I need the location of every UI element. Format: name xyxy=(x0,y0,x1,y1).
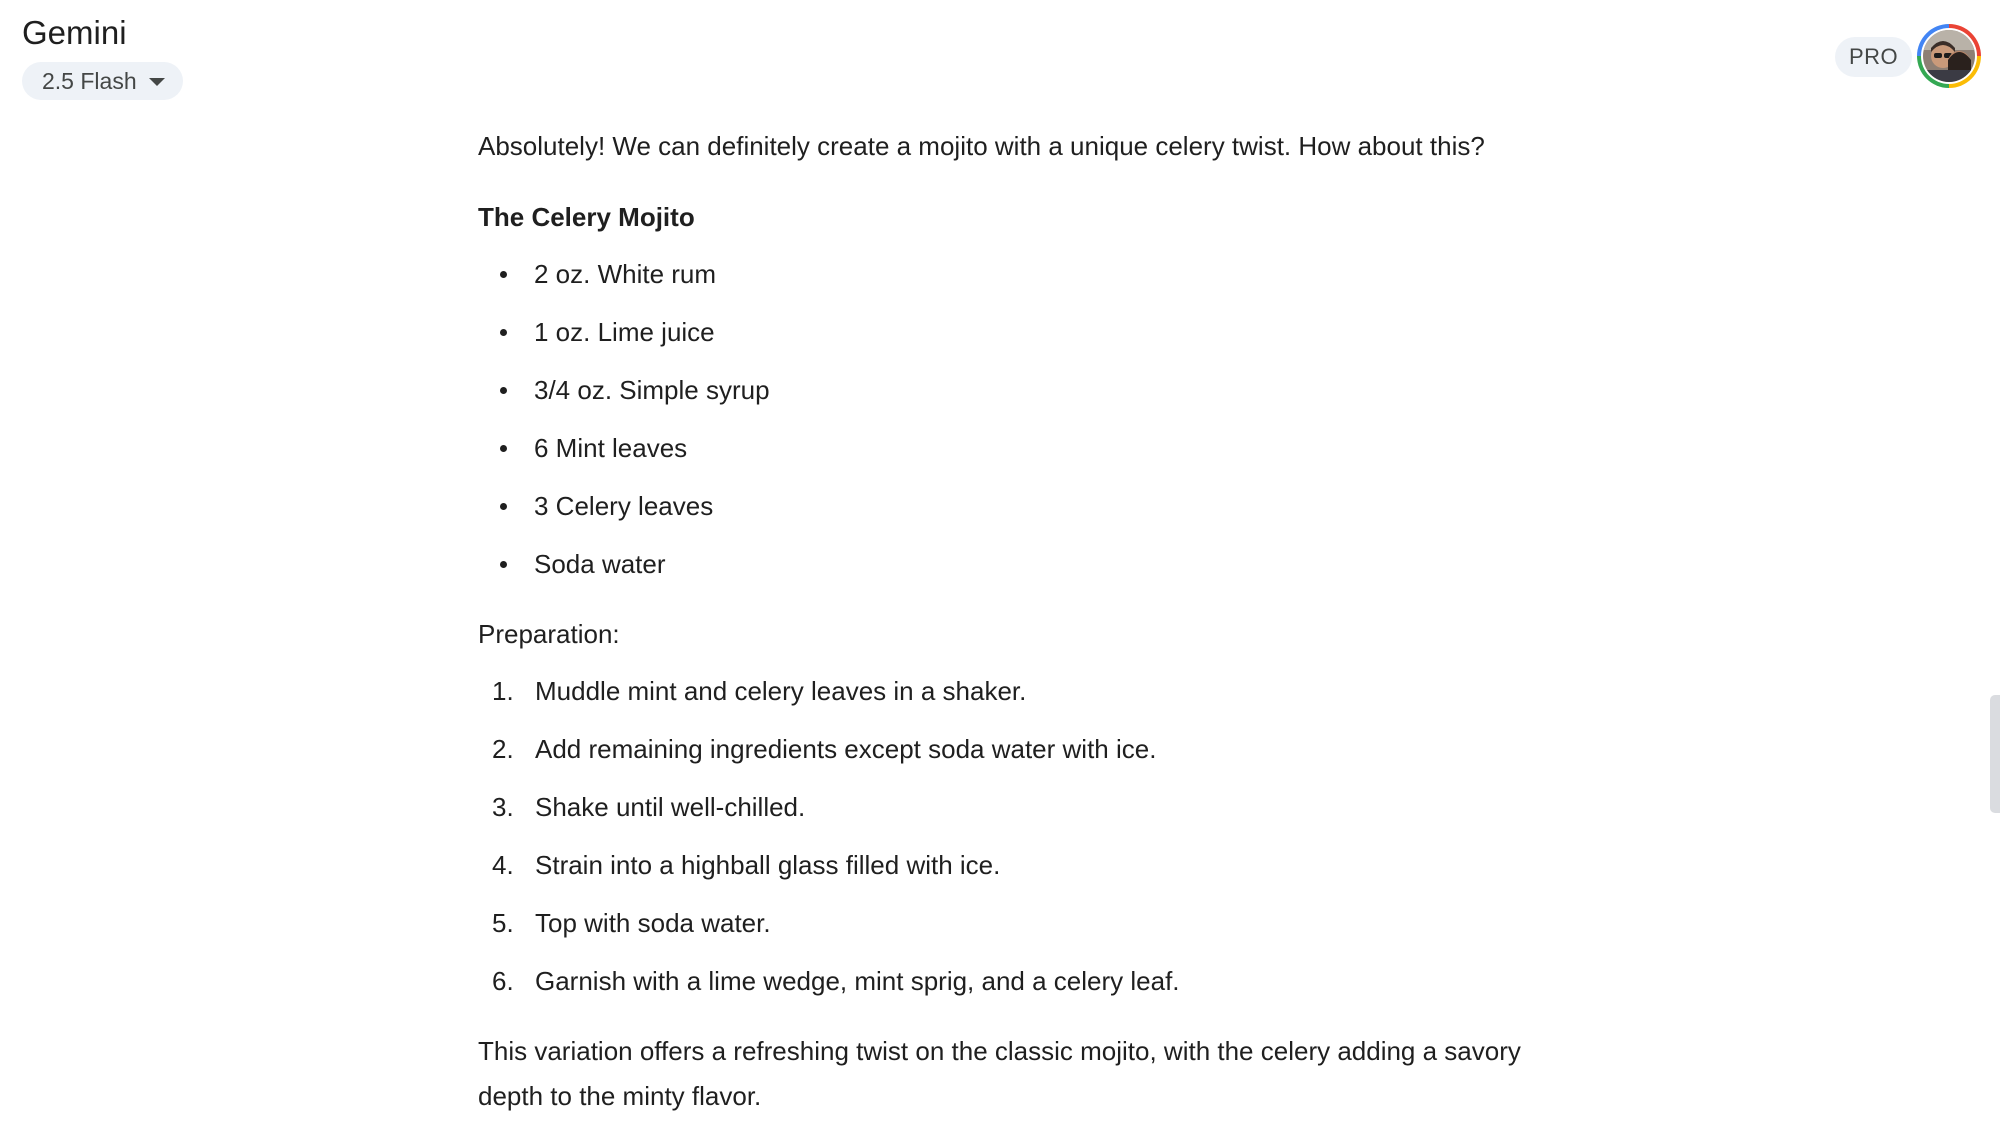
preparation-steps xyxy=(478,669,1568,1017)
bullet xyxy=(500,503,507,510)
ingredient-text: 2 oz. White rum xyxy=(534,259,717,289)
list-item xyxy=(478,426,1568,484)
list-item xyxy=(478,843,1568,901)
list-item xyxy=(478,901,1568,959)
step-text: Strain into a highball glass filled with ice. xyxy=(535,850,1001,880)
list-item xyxy=(478,310,1568,368)
step-number: 2. xyxy=(492,734,514,764)
bullet xyxy=(500,329,507,336)
bullet xyxy=(500,271,507,278)
step-text: Shake until well-chilled. xyxy=(535,792,806,822)
bullet xyxy=(500,387,507,394)
ingredient-text: 6 Mint leaves xyxy=(534,433,688,463)
step-text: Muddle mint and celery leaves in a shaker. xyxy=(535,676,1027,706)
ingredient-text: 3/4 oz. Simple syrup xyxy=(534,375,770,405)
model-selector-button[interactable] xyxy=(22,62,183,100)
caret-down-icon xyxy=(149,78,165,86)
response-intro: Absolutely! We can definitely create a mojito with a unique celery twist. How about this? xyxy=(478,131,1485,161)
scrollbar-thumb[interactable] xyxy=(1990,695,2000,813)
step-number: 5. xyxy=(492,908,514,938)
app-title: Gemini xyxy=(22,14,127,51)
step-number: 1. xyxy=(492,676,514,706)
pro-badge: PRO xyxy=(1835,37,1912,77)
step-number: 6. xyxy=(492,966,514,996)
list-item xyxy=(478,727,1568,785)
avatar-photo-icon xyxy=(1923,30,1975,82)
bullet xyxy=(500,445,507,452)
step-text: Garnish with a lime wedge, mint sprig, and a celery leaf. xyxy=(535,966,1180,996)
step-text: Add remaining ingredients except soda water with ice. xyxy=(535,734,1157,764)
list-item xyxy=(478,959,1568,1017)
ingredient-text: Soda water xyxy=(534,549,666,579)
list-item xyxy=(478,484,1568,542)
bullet xyxy=(500,561,507,568)
avatar xyxy=(1923,30,1975,82)
response-content xyxy=(478,124,1568,1119)
ingredient-text: 3 Celery leaves xyxy=(534,491,714,521)
list-item xyxy=(478,252,1568,310)
ingredient-text: 1 oz. Lime juice xyxy=(534,317,715,347)
account-avatar-button[interactable] xyxy=(1917,24,1981,88)
preparation-label: Preparation: xyxy=(478,619,620,649)
step-number: 4. xyxy=(492,850,514,880)
model-label: 2.5 Flash xyxy=(42,67,137,94)
response-outro: This variation offers a refreshing twist on the classic mojito, with the celery adding a savory depth to the minty flavor. xyxy=(478,1036,1521,1111)
ingredients-list xyxy=(478,252,1568,600)
list-item xyxy=(478,785,1568,843)
avatar-ring-inner xyxy=(1921,28,1977,84)
list-item xyxy=(478,669,1568,727)
step-number: 3. xyxy=(492,792,514,822)
list-item xyxy=(478,368,1568,426)
recipe-heading: The Celery Mojito xyxy=(478,202,695,232)
step-text: Top with soda water. xyxy=(535,908,771,938)
list-item xyxy=(478,542,1568,600)
